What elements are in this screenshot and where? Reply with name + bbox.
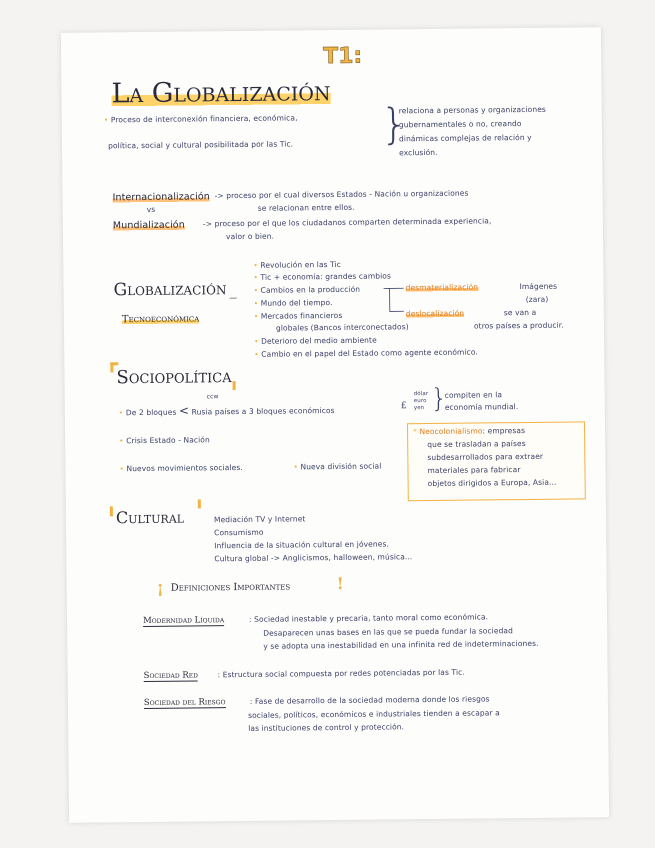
socio-arrow: £ xyxy=(400,401,407,412)
riesgo-def-1: : Fase de desarrollo de la sociedad moderna donde los riesgos xyxy=(249,694,490,706)
notebook-page xyxy=(61,27,609,823)
cultural-item-4: Cultura global -> Anglicismos, halloween, música... xyxy=(214,552,413,564)
cultural-item-3: Influencia de la situación cultural en jóvenes. xyxy=(214,539,389,551)
term-modernidad-liquida: Modernidad Líquida xyxy=(142,615,225,627)
deslocalizacion-term: deslocalización xyxy=(405,308,465,319)
liquida-def-1: : Sociedad inestable y precaria, tanto moral como económica. xyxy=(248,612,489,624)
desmaterializacion-note-2: (zara) xyxy=(525,294,549,304)
tecno-dash: _ xyxy=(229,283,237,300)
currency-dollar: dólar xyxy=(413,391,429,398)
term-sociedad-riesgo: Sociedad del Riesgo xyxy=(143,697,226,709)
mund-definition-2: valor o bien. xyxy=(225,231,275,242)
socio-item-1: • De 2 bloques < Rusia países a 3 bloques económicos xyxy=(118,403,335,418)
socio-item-4: • Nueva división social xyxy=(293,461,382,472)
term-sociedad-red: Sociedad Red xyxy=(143,670,199,682)
intro-line-2: política, social y cultural posibilitada por las Tic. xyxy=(108,139,294,151)
neocolonialismo-line-5: objetos dirigidos a Europa, Asia... xyxy=(427,477,557,489)
neocolonialismo-line-3: subdesarrollados para extraer xyxy=(427,451,544,463)
riesgo-def-3: las instituciones de control y protección. xyxy=(248,722,405,733)
neocolonialismo-line-2: que se trasladan a países xyxy=(427,439,526,450)
red-def: : Estructura social compuesta por redes potenciadas por las Tic. xyxy=(217,667,465,680)
intro-right-4: exclusión. xyxy=(399,147,438,158)
liquida-def-2: Desaparecen unas bases en las que se pueda fundar la sociedad xyxy=(263,626,514,638)
desmaterializacion-note: Imágenes xyxy=(519,281,558,292)
definitions-title: Definiciones Importantes xyxy=(170,581,291,594)
definitions-excl-close: ! xyxy=(336,573,344,593)
socio-item1-right-1: compiten en la xyxy=(444,390,503,400)
socio-item1-right-2: economía mundial. xyxy=(444,402,519,412)
intern-definition: -> proceso por el cual diversos Estados - Nación u organizaciones xyxy=(214,188,469,201)
deslocalizacion-note-2: otros países a producir. xyxy=(473,320,564,331)
intro-right-3: dinámicas complejas de relación y xyxy=(398,132,532,144)
tecno-item-7: • Deterioro del medio ambiente xyxy=(254,335,377,346)
intern-definition-2: se relacionan entre ellos. xyxy=(257,202,355,213)
page-title: La Globalización xyxy=(111,76,331,110)
cultural-item-2: Consumismo xyxy=(214,527,264,538)
cultural-title: Cultural xyxy=(115,507,185,528)
topic-code: T1: xyxy=(323,43,363,70)
socio-item-2: • Crisis Estado - Nación xyxy=(119,435,210,446)
neocolonialismo-line-4: materiales para fabricar xyxy=(427,465,521,476)
term-mundializacion: Mundialización xyxy=(112,219,185,232)
cultural-corner-mark-2 xyxy=(198,499,201,508)
tecno-subtitle: Tecnoeconómica xyxy=(121,313,200,326)
tecno-item-5: • Mercados financieros xyxy=(253,310,343,321)
vs-label: vs xyxy=(146,204,156,214)
socio-item-3: • Nuevos movimientos sociales. xyxy=(119,462,243,474)
tecno-item-8: • Cambio en el papel del Estado como agente económico. xyxy=(254,347,478,359)
riesgo-def-2: sociales, políticos, económicos e industriales tienden a escapar a xyxy=(247,708,500,720)
intro-line-1: • Proceso de interconexión financiera, económica, xyxy=(103,113,298,125)
liquida-def-3: y se adopta una inestabilidad en una infinita red de indeterminaciones. xyxy=(263,638,539,651)
intro-right-1: relaciona a personas y organizaciones xyxy=(398,104,546,116)
tecno-item-1: • Revolución en las Tic xyxy=(253,259,342,270)
deslocalizacion-note: se van a xyxy=(503,307,537,318)
definitions-excl-open: ¡ xyxy=(156,577,164,597)
neocolonialismo-title: * Neocolonialismo: empresas xyxy=(413,426,526,437)
desmaterializacion-term: desmaterialización xyxy=(405,282,479,293)
intro-brace: } xyxy=(380,99,408,149)
term-internacionalizacion: Internacionalización xyxy=(112,191,210,204)
cultural-item-1: Mediación TV y Internet xyxy=(213,514,306,525)
tecno-item-3: • Cambios en la producción xyxy=(253,284,361,295)
currency-euro: euro xyxy=(413,398,427,405)
currency-yen: yen xyxy=(413,405,425,412)
tecno-item-4: • Mundo del tiempo. xyxy=(253,298,333,308)
socio-corner-mark-3 xyxy=(233,381,236,390)
socio-ccw: ccw xyxy=(206,393,219,401)
socio-title: Sociopolítica xyxy=(116,366,232,389)
intro-right-2: gubernamentales o no, creando xyxy=(398,119,522,130)
socio-corner-mark-2 xyxy=(110,362,118,365)
tecno-item-6: globales (Bancos interconectados) xyxy=(275,322,409,333)
tecno-title: Globalización xyxy=(113,279,227,301)
mund-definition: -> proceso por el que los ciudadanos comparten determinada experiencia, xyxy=(202,216,492,229)
cultural-corner-mark xyxy=(110,506,113,516)
currency-brace: } xyxy=(430,383,448,414)
tecno-item-2: • Tic + economía: grandes cambios xyxy=(253,271,392,282)
